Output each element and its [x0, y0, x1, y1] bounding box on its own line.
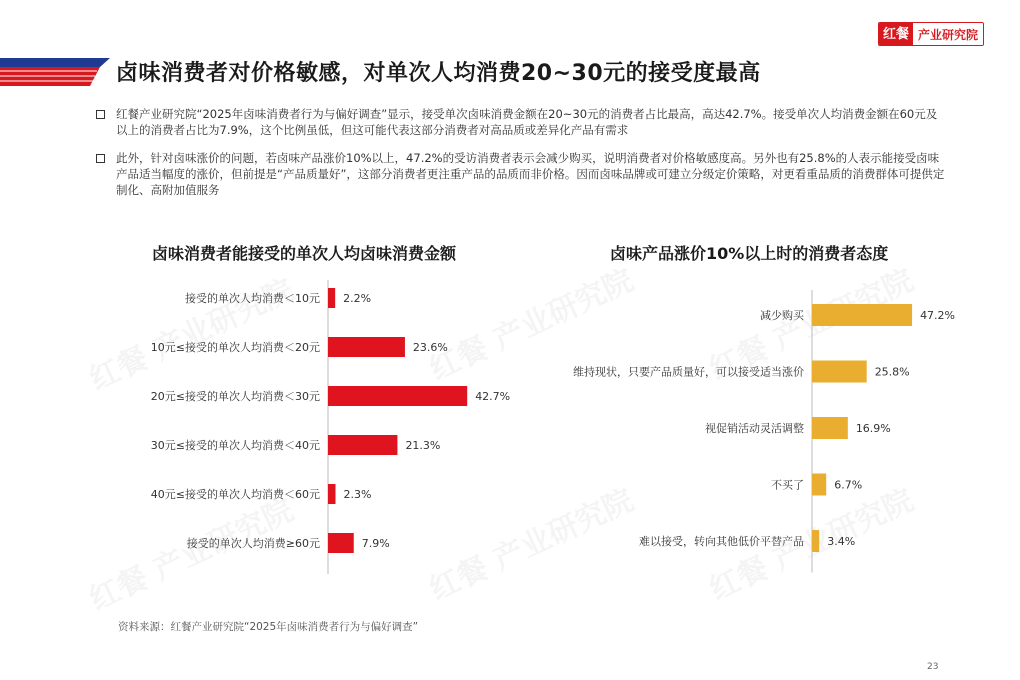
category-label: 减少购买 — [760, 309, 804, 322]
category-label: 10元≤接受的单次人均消费＜20元 — [150, 341, 320, 354]
category-label: 不买了 — [771, 478, 804, 492]
category-label: 40元≤接受的单次人均消费＜60元 — [150, 488, 320, 501]
data-label: 2.2% — [343, 292, 372, 305]
bullet-text: 此外，针对卤味涨价的问题，若卤味产品涨价10%以上，47.2%的受访消费者表示会减少购买，说明消费者对价格敏感度高。另外也有25.8%的人表示能接受卤味产品适当幅度的涨价，但前提是“产品质量好”，这部分消费者更注重产品的品质而非价格。因而卤味品牌或可建立分级定价策略，对更看重品质的消费群体可提供定制化、高附加值服务 — [116, 151, 945, 197]
data-label: 23.6% — [412, 341, 448, 354]
data-label: 7.9% — [361, 537, 390, 550]
data-label: 2.3% — [343, 488, 372, 501]
data-label: 47.2% — [920, 309, 956, 322]
category-label: 接受的单次人均消费＜10元 — [185, 292, 320, 305]
bullet-text: 红餐产业研究院“2025年卤味消费者行为与偏好调查”显示，接受单次卤味消费金额在20~30元的消费者占比最高，高达42.7%。接受单次人均消费金额在60元及以上的消费者占比为7.9%，这个比例虽低，但这可能代表这部分消费者对高品质或差异化产品有需求 — [116, 107, 938, 137]
category-label: 视促销活动灵活调整 — [705, 422, 804, 435]
chart-bar — [812, 361, 867, 383]
category-label: 30元≤接受的单次人均消费＜40元 — [150, 439, 320, 452]
chart-bar — [812, 417, 848, 439]
data-label: 42.7% — [475, 390, 511, 403]
category-label: 接受的单次人均消费≥60元 — [186, 537, 320, 550]
logo-text: 产业研究院 — [913, 23, 983, 45]
data-label: 21.3% — [405, 439, 441, 452]
chart-bar — [812, 530, 819, 552]
page-title: 卤味消费者对价格敏感，对单次人均消费20~30元的接受度最高 — [116, 61, 761, 86]
category-label: 20元≤接受的单次人均消费＜30元 — [150, 390, 320, 403]
chart-title-left: 卤味消费者能接受的单次人均卤味消费金额 — [152, 244, 457, 263]
category-label: 难以接受，转向其他低价平替产品 — [639, 535, 804, 548]
data-label: 25.8% — [874, 365, 910, 379]
chart-title-right: 卤味产品涨价10%以上时的消费者态度 — [610, 244, 889, 263]
data-label: 3.4% — [827, 535, 856, 548]
chart-bar — [812, 304, 912, 326]
page-number: 23 — [927, 662, 939, 672]
data-label: 6.7% — [834, 478, 863, 492]
data-source: 资料来源：红餐产业研究院“2025年卤味消费者行为与偏好调查” — [118, 621, 419, 633]
category-label: 维持现状，只要产品质量好，可以接受适当涨价 — [573, 365, 804, 379]
chart-bar — [812, 474, 826, 496]
data-label: 16.9% — [855, 422, 891, 435]
logo-mark: 红餐 — [879, 23, 913, 45]
